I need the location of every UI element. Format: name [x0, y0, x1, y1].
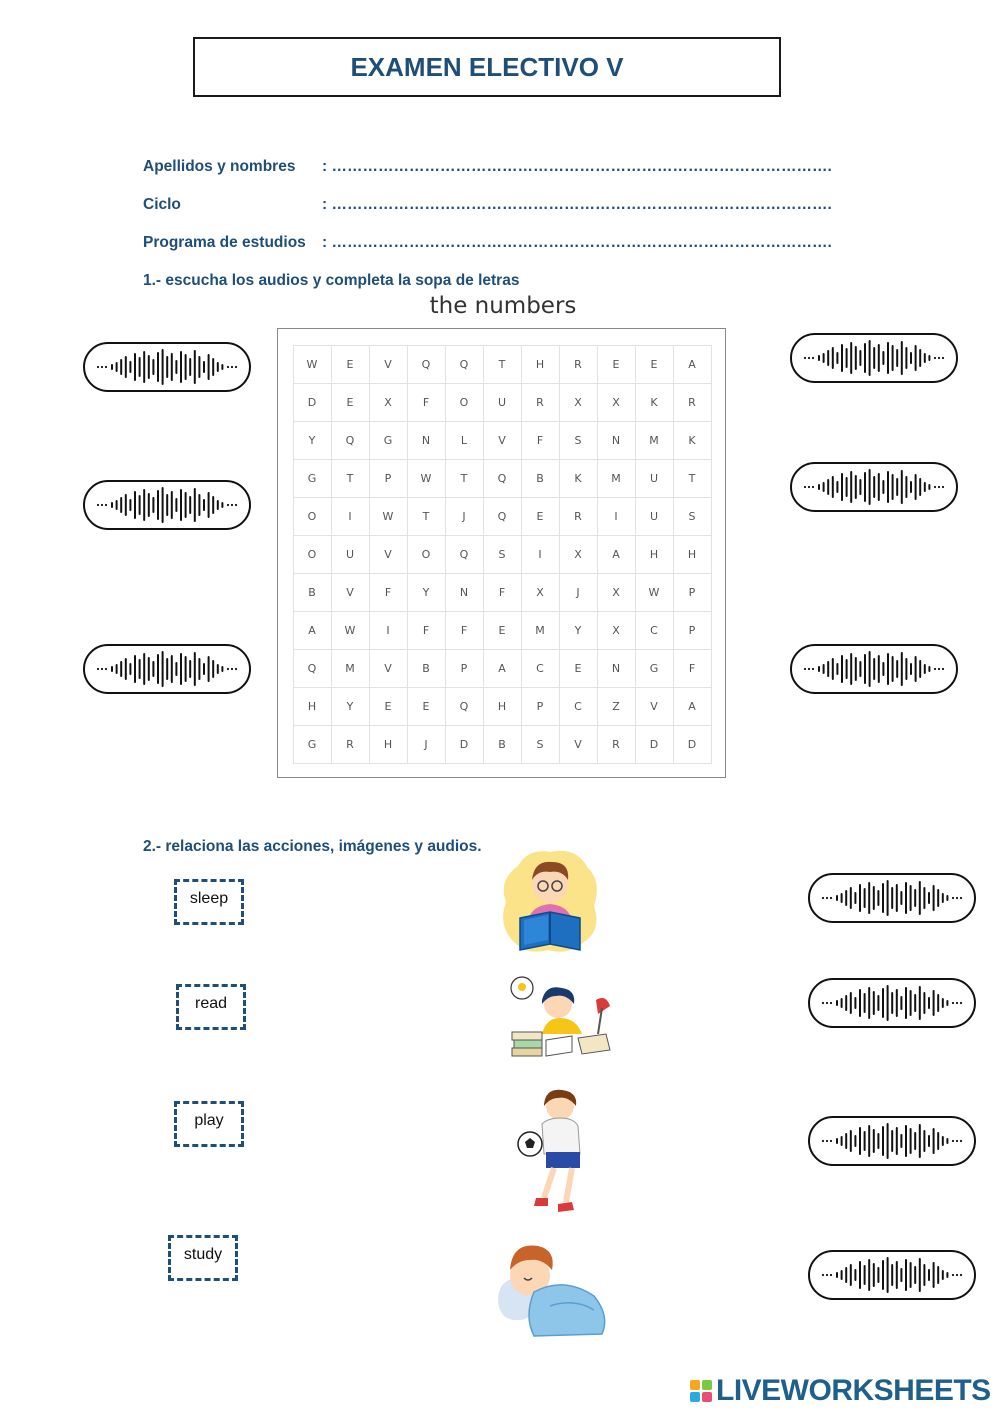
word-label: read [194, 995, 228, 1012]
grid-cell[interactable]: V [369, 535, 408, 574]
grid-cell[interactable]: T [483, 345, 522, 384]
word-search-grid[interactable] [293, 345, 711, 763]
grid-cell[interactable]: F [445, 611, 484, 650]
grid-cell[interactable]: W [293, 345, 332, 384]
grid-cell[interactable]: Y [407, 573, 446, 612]
soundwave-icon [817, 1121, 967, 1161]
grid-cell[interactable]: R [559, 345, 598, 384]
grid-cell[interactable]: K [635, 383, 674, 422]
word-card-read[interactable] [176, 984, 246, 1030]
grid-cell[interactable]: H [521, 345, 560, 384]
grid-cell[interactable]: X [597, 573, 636, 612]
name-blank[interactable]: : ……………………………………………………………………………………. [322, 158, 832, 175]
word-label: sleep [189, 890, 229, 907]
grid-cell[interactable]: Q [445, 687, 484, 726]
word-label: study [183, 1246, 223, 1263]
grid-cell[interactable]: F [673, 649, 712, 688]
grid-cell[interactable]: F [483, 573, 522, 612]
grid-cell[interactable]: M [331, 649, 370, 688]
grid-cell[interactable]: R [521, 383, 560, 422]
audio-button[interactable] [83, 480, 251, 530]
grid-cell[interactable]: E [331, 383, 370, 422]
cycle-blank[interactable]: : ……………………………………………………………………………………. [322, 196, 832, 213]
title-box [193, 37, 781, 97]
grid-cell[interactable]: O [293, 535, 332, 574]
grid-cell[interactable]: E [331, 345, 370, 384]
grid-cell[interactable]: N [445, 573, 484, 612]
grid-cell[interactable]: K [673, 421, 712, 460]
grid-cell[interactable]: Q [407, 345, 446, 384]
soundwave-icon [799, 338, 949, 378]
grid-cell[interactable]: A [673, 687, 712, 726]
grid-cell[interactable]: I [597, 497, 636, 536]
grid-cell[interactable]: V [369, 345, 408, 384]
grid-cell[interactable]: Q [331, 421, 370, 460]
grid-cell[interactable]: A [293, 611, 332, 650]
grid-cell[interactable]: D [635, 725, 674, 764]
grid-cell[interactable]: Q [483, 497, 522, 536]
word-card-sleep[interactable] [174, 879, 244, 925]
grid-cell[interactable]: L [445, 421, 484, 460]
grid-cell[interactable]: V [369, 649, 408, 688]
audio-button[interactable] [808, 1116, 976, 1166]
grid-cell[interactable]: U [483, 383, 522, 422]
grid-cell[interactable]: D [445, 725, 484, 764]
word-card-play[interactable] [174, 1101, 244, 1147]
audio-button[interactable] [790, 462, 958, 512]
grid-cell[interactable]: W [407, 459, 446, 498]
grid-cell[interactable]: X [597, 611, 636, 650]
grid-cell[interactable]: Z [597, 687, 636, 726]
grid-cell[interactable]: V [483, 421, 522, 460]
grid-cell[interactable]: P [445, 649, 484, 688]
grid-cell[interactable]: S [673, 497, 712, 536]
grid-cell[interactable]: W [635, 573, 674, 612]
grid-cell[interactable]: S [559, 421, 598, 460]
soundwave-icon [799, 649, 949, 689]
grid-cell[interactable]: K [559, 459, 598, 498]
grid-cell[interactable]: N [597, 421, 636, 460]
liveworksheets-logo [690, 1374, 991, 1408]
field-label: Ciclo [143, 196, 181, 213]
field-label: Apellidos y nombres [143, 158, 296, 175]
grid-cell[interactable]: Q [293, 649, 332, 688]
grid-cell[interactable]: P [521, 687, 560, 726]
brand-name: LIVEWORKSHEETS [716, 1374, 991, 1407]
grid-cell[interactable]: M [597, 459, 636, 498]
grid-cell[interactable]: A [483, 649, 522, 688]
grid-cell[interactable]: D [293, 383, 332, 422]
program-blank[interactable]: : ……………………………………………………………………………………. [322, 234, 832, 251]
grid-cell[interactable]: H [673, 535, 712, 574]
grid-cell[interactable]: F [521, 421, 560, 460]
grid-cell[interactable]: X [559, 383, 598, 422]
audio-button[interactable] [808, 978, 976, 1028]
grid-title: the numbers [429, 293, 577, 319]
grid-cell[interactable]: R [559, 497, 598, 536]
grid-cell[interactable]: E [483, 611, 522, 650]
audio-button[interactable] [808, 873, 976, 923]
grid-cell[interactable]: O [407, 535, 446, 574]
grid-cell[interactable]: X [521, 573, 560, 612]
grid-cell[interactable]: W [369, 497, 408, 536]
grid-cell[interactable]: U [635, 459, 674, 498]
boy-studying-image[interactable] [506, 974, 616, 1064]
grid-cell[interactable]: G [369, 421, 408, 460]
grid-cell[interactable]: X [559, 535, 598, 574]
grid-cell[interactable]: U [635, 497, 674, 536]
grid-cell[interactable]: N [597, 649, 636, 688]
field-label: Programa de estudios [143, 234, 306, 251]
grid-cell[interactable]: Q [445, 535, 484, 574]
grid-cell[interactable]: J [445, 497, 484, 536]
grid-cell[interactable]: E [597, 345, 636, 384]
soundwave-icon [92, 485, 242, 525]
logo-mark-icon [690, 1380, 712, 1402]
grid-cell[interactable]: C [635, 611, 674, 650]
field-program [143, 234, 832, 252]
grid-cell[interactable]: E [521, 497, 560, 536]
section2-instruction: 2.- relaciona las acciones, imágenes y audios. [143, 838, 482, 855]
grid-cell[interactable]: S [521, 725, 560, 764]
soundwave-icon [92, 347, 242, 387]
grid-cell[interactable]: G [293, 459, 332, 498]
boy-playing-soccer-image[interactable] [514, 1086, 594, 1220]
grid-cell[interactable]: N [407, 421, 446, 460]
grid-cell[interactable]: T [445, 459, 484, 498]
grid-cell[interactable]: R [331, 725, 370, 764]
grid-cell[interactable]: U [331, 535, 370, 574]
grid-cell[interactable]: Y [331, 687, 370, 726]
grid-cell[interactable]: R [673, 383, 712, 422]
grid-cell[interactable]: Y [559, 611, 598, 650]
grid-cell[interactable]: M [521, 611, 560, 650]
grid-cell[interactable]: P [369, 459, 408, 498]
grid-cell[interactable]: I [331, 497, 370, 536]
word-card-study[interactable] [168, 1235, 238, 1281]
grid-cell[interactable]: M [635, 421, 674, 460]
grid-cell[interactable]: H [293, 687, 332, 726]
boy-reading-image[interactable] [498, 846, 602, 958]
grid-cell[interactable]: E [635, 345, 674, 384]
grid-cell[interactable]: Y [293, 421, 332, 460]
grid-cell[interactable]: B [483, 725, 522, 764]
grid-cell[interactable]: P [673, 573, 712, 612]
word-label: play [194, 1112, 224, 1129]
grid-cell[interactable]: I [369, 611, 408, 650]
grid-cell[interactable]: O [293, 497, 332, 536]
grid-cell[interactable]: E [369, 687, 408, 726]
grid-cell[interactable]: B [293, 573, 332, 612]
grid-cell[interactable]: T [407, 497, 446, 536]
grid-cell[interactable]: Q [483, 459, 522, 498]
grid-cell[interactable]: F [407, 383, 446, 422]
grid-cell[interactable]: A [673, 345, 712, 384]
grid-cell[interactable]: G [635, 649, 674, 688]
soundwave-icon [817, 1255, 967, 1295]
audio-button[interactable] [83, 342, 251, 392]
grid-cell[interactable]: X [369, 383, 408, 422]
grid-cell[interactable]: I [521, 535, 560, 574]
grid-cell[interactable]: T [673, 459, 712, 498]
grid-cell[interactable]: A [597, 535, 636, 574]
soundwave-icon [92, 649, 242, 689]
grid-cell[interactable]: D [673, 725, 712, 764]
soundwave-icon [817, 983, 967, 1023]
grid-cell[interactable]: F [407, 611, 446, 650]
soundwave-icon [817, 878, 967, 918]
grid-cell[interactable]: S [483, 535, 522, 574]
audio-button[interactable] [790, 333, 958, 383]
grid-cell[interactable]: E [559, 649, 598, 688]
grid-cell[interactable]: V [331, 573, 370, 612]
grid-cell[interactable]: H [369, 725, 408, 764]
grid-cell[interactable]: X [597, 383, 636, 422]
grid-cell[interactable]: T [331, 459, 370, 498]
grid-cell[interactable]: W [331, 611, 370, 650]
grid-cell[interactable]: C [521, 649, 560, 688]
grid-cell[interactable]: P [673, 611, 712, 650]
grid-cell[interactable]: E [407, 687, 446, 726]
audio-button[interactable] [808, 1250, 976, 1300]
soundwave-icon [799, 467, 949, 507]
grid-cell[interactable]: Q [445, 345, 484, 384]
section1-instruction: 1.- escucha los audios y completa la sopa de letras [143, 272, 520, 289]
field-name [143, 158, 832, 176]
grid-cell[interactable]: J [407, 725, 446, 764]
grid-cell[interactable]: R [597, 725, 636, 764]
grid-cell[interactable]: H [635, 535, 674, 574]
grid-cell[interactable]: C [559, 687, 598, 726]
field-cycle [143, 196, 832, 214]
grid-cell[interactable]: B [521, 459, 560, 498]
grid-cell[interactable]: V [635, 687, 674, 726]
grid-cell[interactable]: H [483, 687, 522, 726]
grid-cell[interactable]: F [369, 573, 408, 612]
audio-button[interactable] [790, 644, 958, 694]
grid-cell[interactable]: J [559, 573, 598, 612]
grid-cell[interactable]: G [293, 725, 332, 764]
grid-cell[interactable]: V [559, 725, 598, 764]
audio-button[interactable] [83, 644, 251, 694]
grid-cell[interactable]: O [445, 383, 484, 422]
page-title: EXAMEN ELECTIVO V [350, 51, 624, 82]
boy-sleeping-image[interactable] [494, 1236, 610, 1342]
grid-cell[interactable]: B [407, 649, 446, 688]
